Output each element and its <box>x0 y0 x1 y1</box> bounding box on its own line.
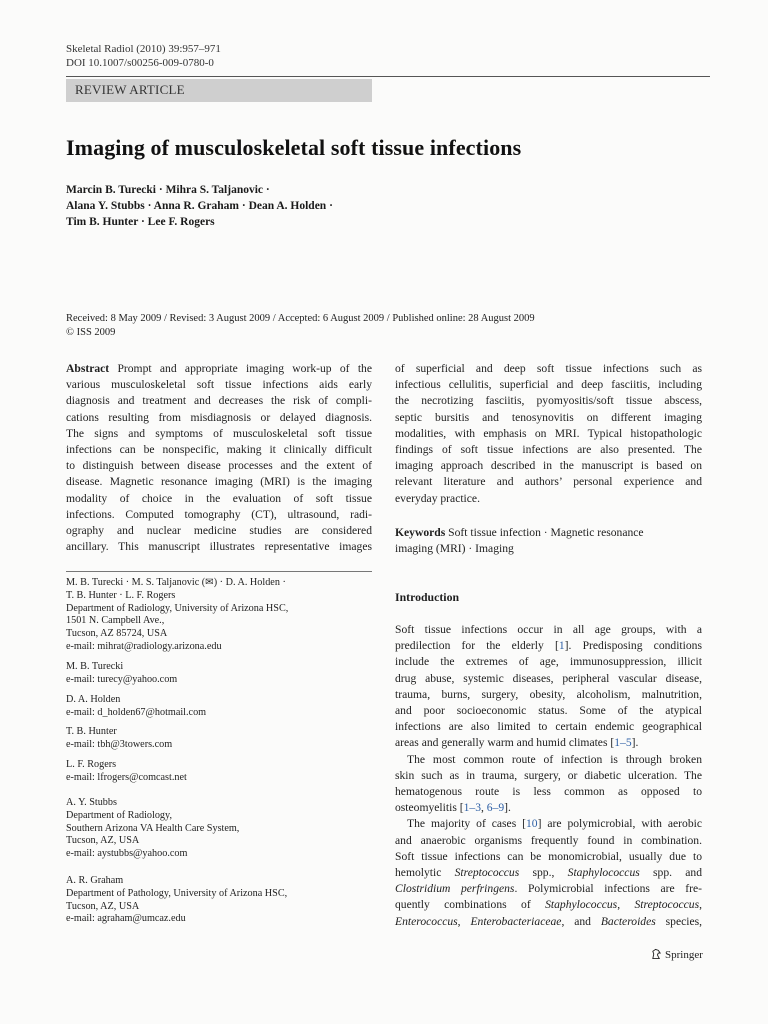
footnote-rule <box>66 571 372 572</box>
abstract-right <box>395 361 702 507</box>
abstract-line: Prompt and appropriate imaging work-up of the <box>117 362 372 375</box>
journal-citation: Skeletal Radiol (2010) 39:957–971 <box>66 43 221 55</box>
affiliation-block <box>66 726 172 752</box>
dates-line: Received: 8 May 2009 / Revised: 3 August 2009 / Accepted: 6 August 2009 / Published online: 28 August 2009 <box>66 313 535 324</box>
abstract-line: infections. Computed tomography (CT), ultrasound, radi- <box>66 507 372 521</box>
intro-line: and anaerobic organisms frequently found in combination. <box>395 833 702 847</box>
intro-line: Clostridium perfringens. Polymicrobial infections are fre- <box>395 882 702 896</box>
keywords-line: imaging (MRI) · Imaging <box>395 542 514 556</box>
article-category-bar <box>66 79 372 102</box>
affiliation-line: A. R. Graham <box>66 875 124 886</box>
intro-line <box>395 638 702 654</box>
abstract-line: infections can be nonspecific, making it clinically difficult <box>66 443 372 457</box>
affiliation-line: Department of Radiology, <box>66 809 172 821</box>
intro-line: and poor socioeconomic status. Some of the atypical <box>395 704 702 718</box>
publisher-logo <box>651 948 703 961</box>
affiliation-line: A. Y. Stubbs <box>66 797 117 808</box>
abstract-line: of superficial and deep soft tissue infections such as <box>395 362 702 375</box>
article-category: REVIEW ARTICLE <box>75 82 185 97</box>
header-rule <box>66 76 710 77</box>
affiliation-line: Department of Pathology, University of Arizona HSC, <box>66 887 288 899</box>
intro-line: include the extremes of age, immunosuppression, illicit <box>395 655 702 669</box>
article-title: Imaging of musculoskeletal soft tissue infections <box>66 135 522 160</box>
affiliation-block <box>66 875 287 926</box>
publisher-name: Springer <box>665 949 703 961</box>
abstract-line: infectious cellulitis, superficial and deep fasciitis, including <box>395 378 702 392</box>
author-line: Tim B. Hunter · Lee F. Rogers <box>66 216 215 228</box>
affiliation-block <box>66 797 239 861</box>
abstract-line: the necrotizing fasciitis, pyomyositis/soft tissue abscess, <box>395 394 702 408</box>
abstract-line: imaging approach described in the manuscript is based on <box>395 459 702 473</box>
intro-line: hemolytic Streptococcus spp., Staphylococcus spp. and <box>395 866 703 880</box>
affiliation-line: Department of Radiology, University of Arizona HSC, <box>66 602 289 614</box>
keywords-label: Keywords <box>395 526 446 539</box>
intro-line: quently combinations of Staphylococcus, Streptococcus, <box>395 898 703 912</box>
abstract-label: Abstract <box>66 362 110 375</box>
intro-line: Soft tissue infections can be monomicrobial, usually due to <box>395 849 702 863</box>
affiliation-email: e-mail: agraham@umcaz.edu <box>66 913 186 925</box>
affiliation-line: L. F. Rogers <box>66 759 117 770</box>
abstract-line: ography and nuclear medicine studies are considered <box>66 524 372 538</box>
abstract-line: cations resulting from misdiagnosis or delayed diagnosis. <box>66 410 372 424</box>
abstract-line: modality of choice in the evaluation of soft tissue <box>66 491 372 505</box>
intro-line: hematogenous route is less common as opposed to <box>395 785 702 799</box>
affiliation-line: M. B. Turecki <box>66 661 124 672</box>
abstract-line: relevant literature and authors’ personal experience and <box>395 475 702 489</box>
affiliation-block <box>66 759 187 785</box>
intro-line: infections are also limited to certain endemic geographical <box>395 720 702 734</box>
intro-line: skin such as in trauma, surgery, or diabetic ulceration. The <box>395 768 702 782</box>
affiliation-line: T. B. Hunter <box>66 726 117 737</box>
intro-line: drug abuse, systemic diseases, peripheral vascular disease, <box>395 671 702 685</box>
section-heading-introduction: Introduction <box>395 590 460 604</box>
affiliation-email: e-mail: mihrat@radiology.arizona.edu <box>66 640 222 652</box>
affiliation-line: 1501 N. Campbell Ave., <box>66 615 165 627</box>
abstract-line: everyday practice. <box>395 491 480 505</box>
affiliation-email: e-mail: lfrogers@comcast.net <box>66 771 187 783</box>
abstract-line: to distinguish between disease processes and the extent of <box>66 459 372 473</box>
abstract-line: findings of soft tissue infections are also presented. The <box>395 443 702 457</box>
affiliation-line: D. A. Holden <box>66 694 121 705</box>
affiliation-block <box>66 661 177 687</box>
abstract-line: various musculoskeletal soft tissue infections aids early <box>66 378 372 392</box>
publication-dates <box>66 312 535 340</box>
affiliation-email: e-mail: turecy@yahoo.com <box>66 673 178 685</box>
affiliation-email: e-mail: tbh@3towers.com <box>66 738 173 750</box>
doi: DOI 10.1007/s00256-009-0780-0 <box>66 57 214 69</box>
intro-line: The most common route of infection is through broken <box>407 752 702 766</box>
intro-line: osteomyelitis [1–3, 6–9]. <box>395 801 511 815</box>
abstract-line: modalities, with emphasis on MRI. Typical histopathologic <box>395 426 702 440</box>
introduction-body <box>395 622 702 930</box>
keywords-line: Soft tissue infection · Magnetic resonance <box>448 526 644 539</box>
affiliation-line: Tucson, AZ 85724, USA <box>66 628 168 640</box>
abstract-line: The signs and symptoms of musculoskeletal soft tissue <box>66 426 372 440</box>
affiliation-line: Tucson, AZ, USA <box>66 835 140 847</box>
abstract-line: disease. Magnetic resonance imaging (MRI) is the imaging <box>66 475 372 489</box>
intro-line: Soft tissue infections occur in all age groups, with a <box>395 623 702 636</box>
copyright: © ISS 2009 <box>66 327 116 338</box>
affiliation-block <box>66 577 288 654</box>
abstract-left <box>66 361 372 555</box>
intro-line: areas and generally warm and humid climates [1–5]. <box>395 736 639 750</box>
abstract-line: septic bursitis and tenosynovitis on different imaging <box>395 410 702 424</box>
springer-horse-icon <box>651 948 662 960</box>
intro-line: trauma, burns, surgery, obesity, alcoholism, malnutrition, <box>395 687 702 701</box>
keywords <box>395 525 702 557</box>
author-line: Alana Y. Stubbs · Anna R. Graham · Dean A. Holden · <box>66 200 333 212</box>
affiliation-block <box>66 694 206 720</box>
affiliation-line: Tucson, AZ, USA <box>66 900 140 912</box>
abstract-line: diagnosis and treatment and decreases the risk of compli- <box>66 394 372 408</box>
author-list <box>66 182 333 230</box>
author-line: Marcin B. Turecki · Mihra S. Taljanovic · <box>66 184 270 196</box>
affiliation-line: T. B. Hunter · L. F. Rogers <box>66 589 176 601</box>
affiliation-email: e-mail: d_holden67@hotmail.com <box>66 706 207 718</box>
affiliation-line: Southern Arizona VA Health Care System, <box>66 822 240 834</box>
abstract-line: ancillary. This manuscript illustrates representative images <box>66 540 372 554</box>
affiliation-line: M. B. Turecki · M. S. Taljanovic (✉) · D. A. Holden · <box>66 577 286 588</box>
intro-line: Enterococcus, Enterobacteriaceae, and Bacteroides species, <box>395 914 703 928</box>
affiliation-email: e-mail: aystubbs@yahoo.com <box>66 848 188 860</box>
intro-line-text: predilection for the elderly [1]. Predisposing conditions <box>395 639 702 653</box>
intro-line: The majority of cases [10] are polymicrobial, with aerobic <box>407 817 702 831</box>
